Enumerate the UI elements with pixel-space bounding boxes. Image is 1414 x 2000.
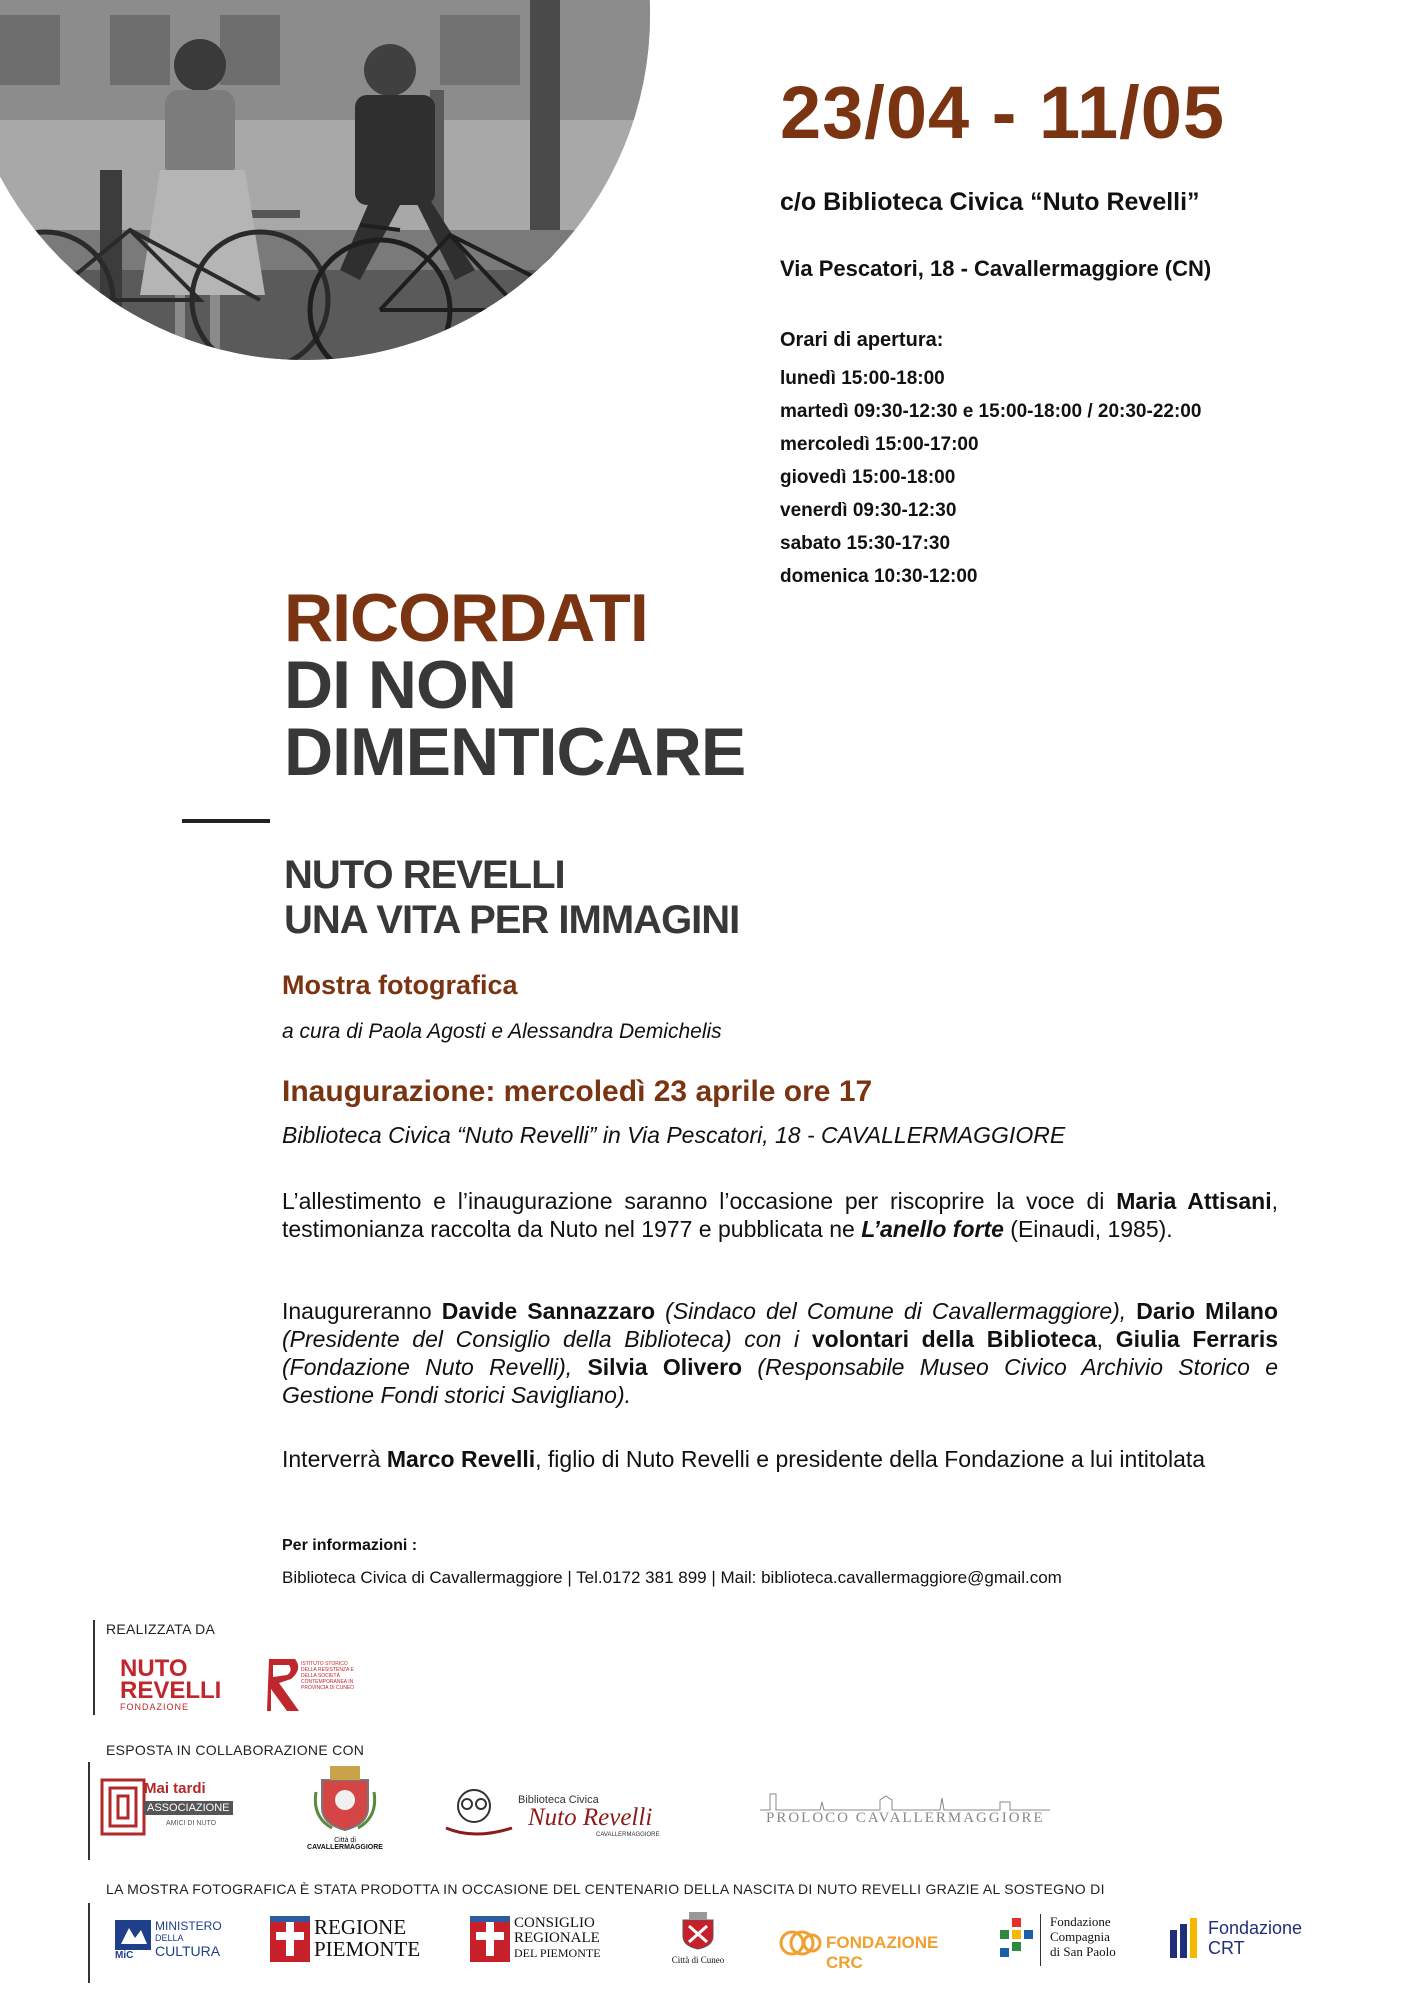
person-name: Giulia Ferraris xyxy=(1115,1326,1278,1352)
skyline-icon xyxy=(760,1790,1050,1812)
logo-text: ASSOCIAZIONE xyxy=(144,1801,233,1815)
text: (Einaudi, 1985). xyxy=(1003,1216,1173,1242)
logo-divider xyxy=(1040,1914,1041,1966)
hours-saturday: sabato 15:30-17:30 xyxy=(780,533,951,554)
mai-tardi-logo xyxy=(100,1772,250,1842)
logo-text: CULTURA xyxy=(155,1943,221,1959)
exhibition-type: Mostra fotografica xyxy=(282,970,518,1000)
compagnia-san-paolo-logo xyxy=(1000,1914,1140,1968)
text: , testimonianza raccolta da Nuto nel 1977 e pubblicata ne xyxy=(282,1188,1278,1242)
logo-text: REGIONE xyxy=(314,1915,407,1939)
text: , xyxy=(1096,1326,1116,1352)
piemonte-shield-icon xyxy=(470,1916,510,1962)
hours-thursday: giovedì 15:00-18:00 xyxy=(780,467,956,488)
description-paragraph-3 xyxy=(282,1445,1278,1473)
piemonte-shield-icon xyxy=(270,1916,310,1962)
opening-hours-list xyxy=(780,362,1201,593)
role: (Sindaco del Comune di Cavallermaggiore), xyxy=(655,1298,1137,1324)
exhibition-dates: 23/04 - 11/05 xyxy=(780,71,1226,154)
ministero-cultura-logo xyxy=(115,1920,245,1970)
historic-photo xyxy=(0,0,650,360)
text: Interverrà xyxy=(282,1446,387,1472)
logo-text: CAVALLERMAGGIORE xyxy=(596,1832,660,1838)
person-name: Silvia Olivero xyxy=(587,1354,743,1380)
istituto-storico-logo xyxy=(265,1655,360,1715)
text: , figlio di Nuto Revelli e presidente della Fondazione a lui intitolata xyxy=(535,1446,1206,1472)
nuto-revelli-foundation-logo xyxy=(120,1655,240,1720)
proloco-logo xyxy=(760,1790,1050,1830)
title-divider xyxy=(182,819,270,823)
main-title-line-3: DIMENTICARE xyxy=(284,714,746,790)
logo-text: Mai tardi xyxy=(144,1780,206,1797)
text: L’allestimento e l’inaugurazione saranno l’occasione per riscoprire la voce di xyxy=(282,1188,1117,1214)
text: Inaugureranno xyxy=(282,1298,442,1324)
collaboration-label: ESPOSTA IN COLLABORAZIONE CON xyxy=(106,1742,365,1758)
person-name: Marco Revelli xyxy=(386,1446,536,1472)
main-title-line-2: DI NON xyxy=(284,647,516,723)
logo-text: MINISTERO xyxy=(155,1919,222,1933)
citta-di-cuneo-logo xyxy=(668,1912,728,1972)
logo-text: PROLOCO CAVALLERMAGGIORE xyxy=(766,1810,1045,1826)
logo-text: PIEMONTE xyxy=(314,1937,421,1961)
logo-text: FONDAZIONE CRC xyxy=(826,1933,939,1972)
logo-text: REGIONALE xyxy=(514,1930,600,1946)
main-title-line-1: RICORDATI xyxy=(284,580,648,656)
logo-text: AMICI DI NUTO xyxy=(166,1820,217,1827)
logo-text: DEL PIEMONTE xyxy=(514,1946,601,1960)
cuneo-shield-icon xyxy=(681,1912,715,1950)
person-name: Davide Sannazzaro xyxy=(441,1298,656,1324)
biblioteca-nuto-revelli-logo xyxy=(440,1782,690,1844)
hours-sunday: domenica 10:30-12:00 xyxy=(780,566,978,587)
inauguration-heading: Inaugurazione: mercoledì 23 aprile ore 17 xyxy=(282,1075,873,1108)
person-name: Dario Milano xyxy=(1136,1298,1279,1324)
logo-text: Città di Cuneo xyxy=(671,1955,725,1965)
hours-friday: venerdì 09:30-12:30 xyxy=(780,500,957,521)
crt-bars-icon xyxy=(1170,1918,1202,1958)
logo-text: Nuto Revelli xyxy=(528,1804,653,1831)
hours-tuesday: martedì 09:30-12:30 e 15:00-18:00 / 20:30-22:00 xyxy=(780,401,1202,422)
citta-cavallermaggiore-logo xyxy=(305,1762,385,1862)
consiglio-regionale-logo xyxy=(470,1916,640,1966)
person-name: Maria Attisani xyxy=(1116,1188,1272,1214)
contact-info: Biblioteca Civica di Cavallermaggiore | Tel.0172 381 899 | Mail: biblioteca.cavallermaggiore@gmail.com xyxy=(282,1568,1062,1587)
section-divider xyxy=(88,1762,90,1860)
curators: a cura di Paola Agosti e Alessandra Demichelis xyxy=(282,1020,722,1043)
san-paolo-icon xyxy=(1000,1918,1034,1958)
sponsors-label: LA MOSTRA FOTOGRAFICA È STATA PRODOTTA IN OCCASIONE DEL CENTENARIO DELLA NASCITA DI NUTO REVELLI GRAZIE AL SOSTEGNO DI xyxy=(106,1881,1105,1897)
group-name: volontari della Biblioteca xyxy=(811,1326,1097,1352)
logo-text: FONDAZIONE xyxy=(120,1702,190,1712)
section-divider xyxy=(88,1903,90,1983)
red-r-icon xyxy=(265,1655,305,1713)
inauguration-place: Biblioteca Civica “Nuto Revelli” in Via Pescatori, 18 - CAVALLERMAGGIORE xyxy=(282,1122,1066,1148)
description-paragraph-1 xyxy=(282,1187,1278,1243)
venue-name: c/o Biblioteca Civica “Nuto Revelli” xyxy=(780,188,1200,216)
logo-text: NUTO xyxy=(120,1655,188,1682)
regione-piemonte-logo xyxy=(270,1916,430,1966)
logo-text: CONSIGLIO xyxy=(514,1915,595,1931)
logo-text: Città di xyxy=(334,1837,356,1844)
logo-text: REVELLI xyxy=(120,1677,222,1704)
logo-text: CAVALLERMAGGIORE xyxy=(307,1844,383,1851)
logo-text: DELLA xyxy=(155,1933,184,1943)
subtitle-line-1: NUTO REVELLI xyxy=(284,853,565,897)
role: (Fondazione Nuto Revelli), xyxy=(282,1354,588,1380)
crc-rings-icon xyxy=(778,1928,824,1958)
portrait-sketch-icon xyxy=(440,1784,520,1840)
book-title: L’anello forte xyxy=(861,1216,1004,1242)
fondazione-crt-logo xyxy=(1170,1918,1320,1964)
made-by-label: REALIZZATA DA xyxy=(106,1621,216,1637)
section-divider xyxy=(93,1620,95,1715)
logo-text: CRT xyxy=(1208,1938,1245,1958)
logo-text: ISTITUTO STORICO DELLA RESISTENZA E DELLA SOCIETÀ CONTEMPORANEA IN PROVINCIA DI CUNEO xyxy=(301,1661,355,1691)
description-paragraph-2 xyxy=(282,1297,1278,1409)
maze-icon xyxy=(100,1778,146,1836)
bicycle-couple-photo xyxy=(0,0,650,360)
logo-text: Biblioteca Civica xyxy=(518,1794,599,1806)
role: (Responsabile Museo Civico Archivio Storico e Gestione Fondi storici Savigliano). xyxy=(282,1354,1278,1408)
subtitle-line-2: UNA VITA PER IMMAGINI xyxy=(284,898,740,942)
logo-text: Compagnia xyxy=(1050,1929,1110,1944)
hours-wednesday: mercoledì 15:00-17:00 xyxy=(780,434,979,455)
logo-text: di San Paolo xyxy=(1050,1944,1116,1959)
fondazione-crc-logo xyxy=(778,1928,968,1972)
logo-text: MiC xyxy=(115,1950,134,1961)
role: (Presidente del Consiglio della Biblioteca) con i xyxy=(282,1326,812,1352)
info-title: Per informazioni : xyxy=(282,1537,418,1554)
coat-of-arms-icon xyxy=(312,1762,378,1832)
logo-text: Fondazione xyxy=(1050,1914,1111,1929)
hours-monday: lunedì 15:00-18:00 xyxy=(780,368,945,389)
logo-text: Fondazione xyxy=(1208,1918,1303,1938)
opening-hours-title: Orari di apertura: xyxy=(780,329,944,351)
venue-address: Via Pescatori, 18 - Cavallermaggiore (CN) xyxy=(780,256,1212,281)
